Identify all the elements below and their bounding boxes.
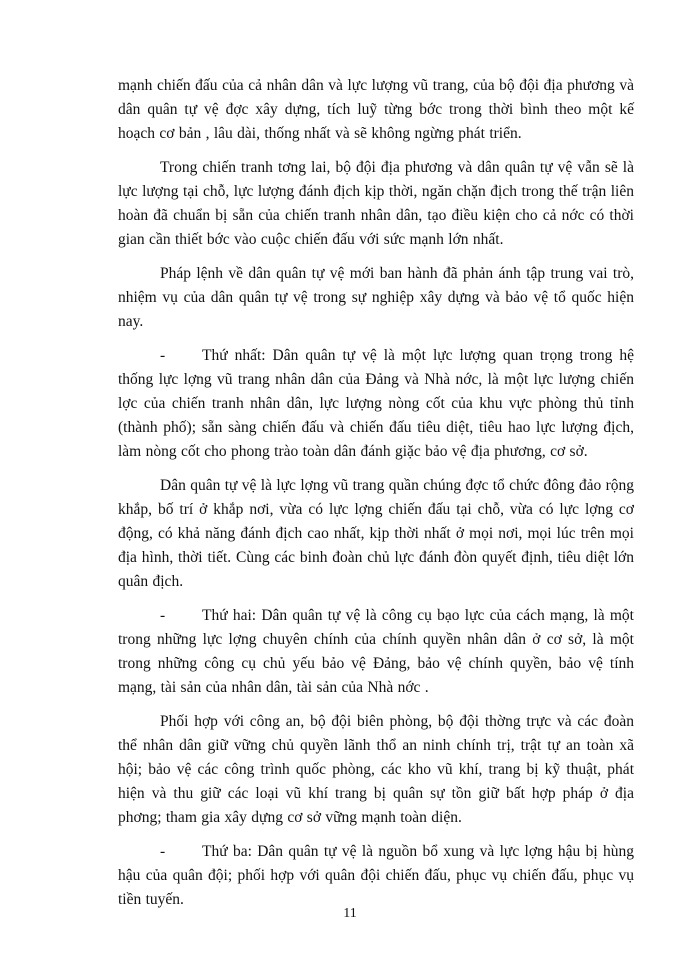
bullet-paragraph-first-text: Thứ nhất: Dân quân tự vệ là một lực lượng quan trọng trong hệ thống lực lợng vũ trang nhân dân của Đảng và Nhà nớc, là một lực lượng chiến lợc của chiến tranh nhân dân, lực lượng nòng cốt của khu vực phòng thủ tỉnh (thành phố); sẵn sàng chiến đấu và chiến đấu tiêu diệt, tiêu hao lực lượng địch, làm nòng cốt cho phong trào toàn dân đánh giặc bảo vệ địa phương, cơ sở. (118, 347, 634, 460)
bullet-paragraph-third-text: Thứ ba: Dân quân tự vệ là nguồn bổ xung và lực lợng hậu bị hùng hậu của quân đội; phối hợp với quân đội chiến đấu, phục vụ chiến đấu, phục vụ tiền tuyến. (118, 843, 634, 908)
bullet-dash: - (160, 347, 166, 364)
bullet-dash: - (160, 607, 166, 624)
paragraph-3: Pháp lệnh về dân quân tự vệ mới ban hành đã phản ánh tập trung vai trò, nhiệm vụ của dân quân tự vệ trong sự nghiệp xây dựng và bảo vệ tổ quốc hiện nay. (118, 265, 634, 330)
paragraph-2: Trong chiến tranh tơng lai, bộ đội địa phương và dân quân tự vệ vẫn sẽ là lực lượng tại chỗ, lực lượng đánh địch kịp thời, ngăn chặn địch trong thế trận liên hoàn đã chuẩn bị sẵn của chiến tranh nhân dân, tạo điều kiện cho cả nớc có thời gian cần thiết bớc vào cuộc chiến đấu với sức mạnh lớn nhất. (118, 159, 634, 248)
bullet-paragraph-second (118, 604, 634, 700)
paragraph-5: Dân quân tự vệ là lực lợng vũ trang quần chúng đợc tổ chức đông đảo rộng khắp, bố trí ở khắp nơi, vừa có lực lợng chiến đấu tại chỗ, vừa có lực lợng cơ động, có khả năng đánh địch cao nhất, kịp thời nhất ở mọi nơi, mọi lúc trên mọi địa hình, thời tiết. Cùng các binh đoàn chủ lực đánh đòn quyết định, tiêu diệt lớn quân địch. (118, 477, 635, 590)
page-number: 11 (343, 906, 357, 921)
bullet-dash: - (160, 843, 166, 860)
bullet-paragraph-second-text: Thứ hai: Dân quân tự vệ là công cụ bạo lực của cách mạng, là một trong những lực lợng chuyên chính của chính quyền nhân dân ở cơ sở, là một trong những công cụ chủ yếu bảo vệ Đảng, bảo vệ chính quyền, bảo vệ tính mạng, tài sản của nhân dân, tài sản của Nhà nớc . (118, 607, 634, 696)
bullet-paragraph-third (118, 840, 634, 912)
paragraph-1: mạnh chiến đấu của cả nhân dân và lực lượng vũ trang, của bộ đội địa phương và dân quân tự vệ đợc xây dựng, tích luỹ từng bớc trong thời bình theo một kế hoạch cơ bản , lâu dài, thống nhất và sẽ không ngừng phát triển. (118, 77, 634, 142)
paragraph-7: Phối hợp với công an, bộ đội biên phòng, bộ đội thờng trực và các đoàn thể nhân dân giữ vững chủ quyền lãnh thổ an ninh chính trị, trật tự an toàn xã hội; bảo vệ các công trình quốc phòng, các kho vũ khí, trang bị kỹ thuật, phát hiện và thu giữ các loại vũ khí trang bị quân sự tồn giữ bất hợp pháp ở địa phơng; tham gia xây dựng cơ sở vững mạnh toàn diện. (118, 713, 634, 826)
document-page (118, 74, 634, 922)
bullet-paragraph-first (118, 344, 634, 464)
